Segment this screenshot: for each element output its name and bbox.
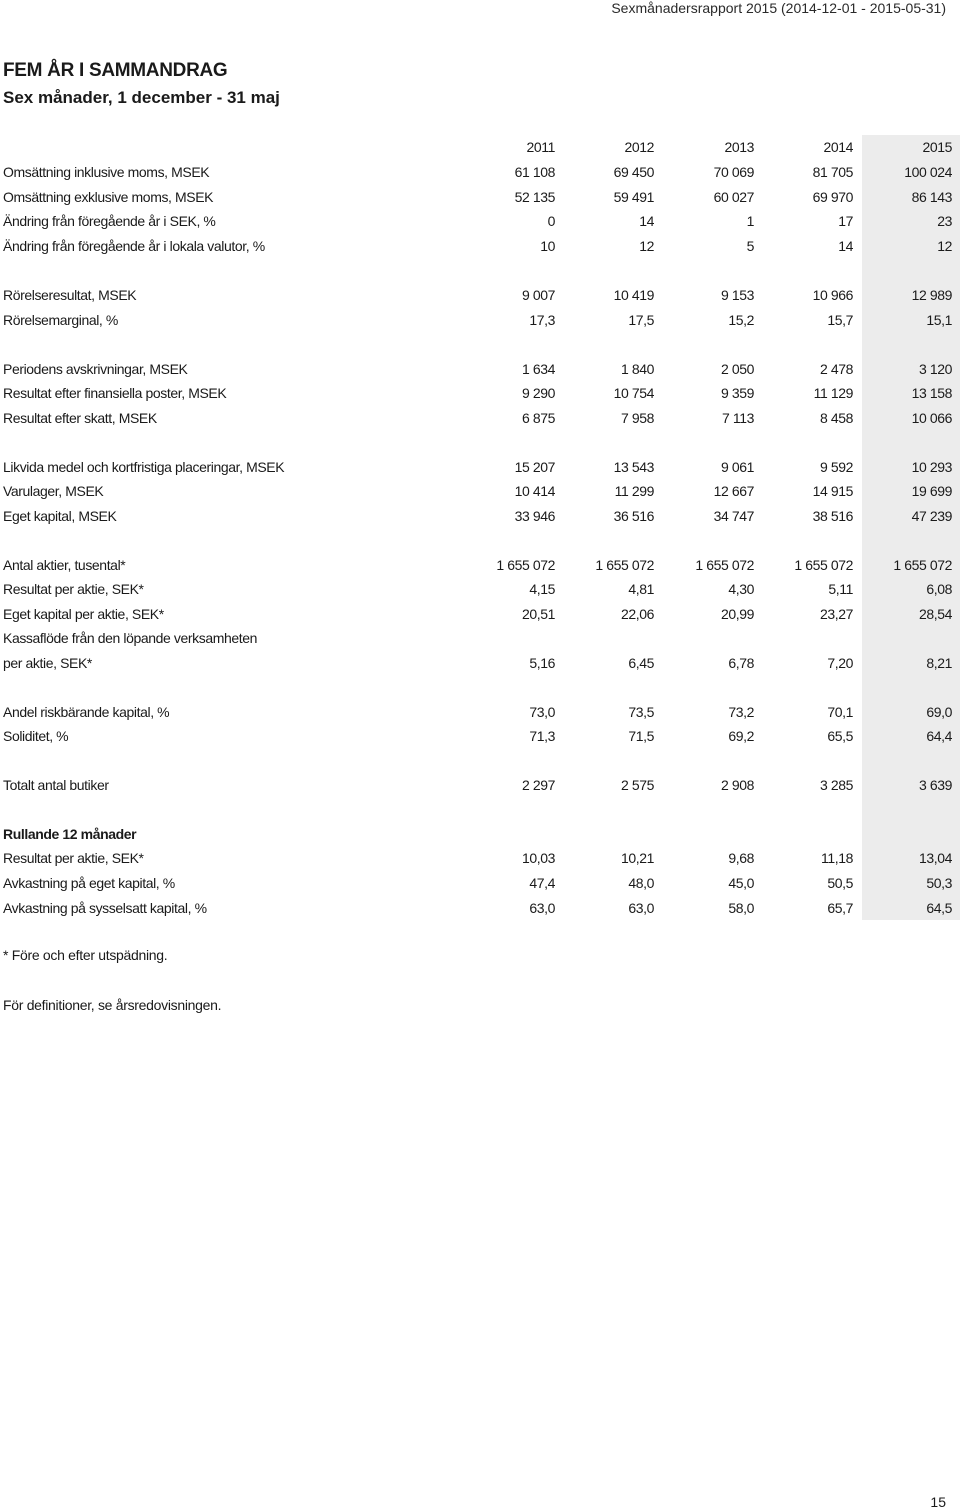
row-label: per aktie, SEK* — [3, 655, 92, 671]
row-value: 9 359 — [720, 385, 754, 401]
row-value: 13 158 — [911, 385, 952, 401]
row-label: Omsättning inklusive moms, MSEK — [3, 164, 210, 180]
row-value: 100 024 — [904, 164, 952, 180]
row-value: 5,16 — [529, 655, 555, 671]
row-label: Resultat efter finansiella poster, MSEK — [3, 385, 227, 401]
row-value: 1 655 072 — [893, 557, 952, 573]
row-value: 10,21 — [620, 850, 654, 866]
table-row — [0, 626, 960, 650]
row-value: 45,0 — [728, 875, 754, 891]
row-value: 20,99 — [720, 606, 754, 622]
row-value: 1 655 072 — [595, 557, 654, 573]
row-label: Rörelseresultat, MSEK — [3, 287, 137, 303]
row-value: 73,5 — [628, 704, 654, 720]
row-value: 70,1 — [827, 704, 853, 720]
row-value: 61 108 — [514, 164, 555, 180]
table-row — [0, 773, 960, 797]
row-value: 2 575 — [620, 777, 654, 793]
row-value: 6 875 — [521, 410, 555, 426]
report-header: Sexmånadersrapport 2015 (2014-12-01 - 2015-05-31) — [611, 0, 946, 16]
table-row — [0, 185, 960, 209]
row-label: Ändring från föregående år i SEK, % — [3, 213, 216, 229]
row-label: Likvida medel och kortfristiga placeringar, MSEK — [3, 459, 285, 475]
row-value: 13 543 — [613, 459, 654, 475]
row-value: 69 450 — [613, 164, 654, 180]
row-value: 10,03 — [521, 850, 555, 866]
row-value: 48,0 — [628, 875, 654, 891]
row-label: Soliditet, % — [3, 728, 69, 744]
row-value: 38 516 — [812, 508, 853, 524]
row-value: 15,7 — [827, 312, 853, 328]
row-value: 15 207 — [514, 459, 555, 475]
row-value: 47,4 — [529, 875, 555, 891]
row-value: 6,45 — [628, 655, 654, 671]
table-row — [0, 896, 960, 920]
table-row — [0, 504, 960, 528]
row-value: 13,04 — [918, 850, 952, 866]
row-value: 23 — [937, 213, 952, 229]
row-label: Varulager, MSEK — [3, 483, 104, 499]
row-value: 6,08 — [926, 581, 952, 597]
row-value: 69,2 — [728, 728, 754, 744]
row-value: 9 290 — [521, 385, 555, 401]
row-value: 73,0 — [529, 704, 555, 720]
row-value: 9 153 — [720, 287, 754, 303]
table-row — [0, 209, 960, 233]
row-label: Resultat per aktie, SEK* — [3, 850, 144, 866]
year-header: 2015 — [922, 139, 952, 155]
row-value: 52 135 — [514, 189, 555, 205]
row-value: 71,3 — [529, 728, 555, 744]
row-value: 2 478 — [819, 361, 853, 377]
row-value: 59 491 — [613, 189, 654, 205]
row-value: 9 007 — [521, 287, 555, 303]
row-value: 4,15 — [529, 581, 555, 597]
row-value: 3 285 — [819, 777, 853, 793]
table-row — [0, 700, 960, 724]
table-row — [0, 308, 960, 332]
row-value: 70 069 — [713, 164, 754, 180]
row-value: 28,54 — [918, 606, 952, 622]
row-value: 2 908 — [720, 777, 754, 793]
table-row — [0, 479, 960, 503]
row-value: 64,5 — [926, 900, 952, 916]
row-value: 8 458 — [819, 410, 853, 426]
row-value: 4,81 — [628, 581, 654, 597]
table-row — [0, 871, 960, 895]
year-header: 2012 — [624, 139, 654, 155]
row-value: 69,0 — [926, 704, 952, 720]
row-value: 0 — [547, 213, 555, 229]
row-value: 6,78 — [728, 655, 754, 671]
table-row — [0, 406, 960, 430]
row-value: 50,3 — [926, 875, 952, 891]
year-header-row — [0, 135, 960, 159]
row-value: 1 840 — [620, 361, 654, 377]
row-label: Totalt antal butiker — [3, 777, 109, 793]
row-label: Avkastning på sysselsatt kapital, % — [3, 900, 207, 916]
row-value: 1 655 072 — [695, 557, 754, 573]
row-value: 9 061 — [720, 459, 754, 475]
row-value: 47 239 — [911, 508, 952, 524]
row-value: 10 414 — [514, 483, 555, 499]
row-value: 5 — [746, 238, 754, 254]
table-row — [0, 553, 960, 577]
row-label: Rörelsemarginal, % — [3, 312, 118, 328]
row-label: Kassaflöde från den löpande verksamheten — [3, 630, 258, 646]
row-label: Resultat efter skatt, MSEK — [3, 410, 157, 426]
row-value: 23,27 — [819, 606, 853, 622]
row-value: 2 050 — [720, 361, 754, 377]
page-number: 15 — [930, 1494, 946, 1510]
section-header: Rullande 12 månader — [3, 826, 137, 842]
row-value: 73,2 — [728, 704, 754, 720]
row-label: Ändring från föregående år i lokala valutor, % — [3, 238, 265, 254]
row-value: 9 592 — [819, 459, 853, 475]
table-row — [0, 602, 960, 626]
row-value: 64,4 — [926, 728, 952, 744]
row-value: 17,3 — [529, 312, 555, 328]
row-value: 1 — [746, 213, 754, 229]
row-value: 2 297 — [521, 777, 555, 793]
row-value: 65,7 — [827, 900, 853, 916]
row-value: 7 113 — [722, 410, 754, 426]
year-header: 2013 — [724, 139, 754, 155]
row-value: 3 120 — [918, 361, 952, 377]
row-value: 36 516 — [613, 508, 654, 524]
table-row — [0, 160, 960, 184]
row-label: Omsättning exklusive moms, MSEK — [3, 189, 214, 205]
row-value: 10 419 — [613, 287, 654, 303]
dilution-footnote: * Före och efter utspädning. — [3, 947, 168, 963]
row-value: 8,21 — [926, 655, 952, 671]
row-value: 12 — [937, 238, 952, 254]
row-value: 10 — [540, 238, 555, 254]
page-subtitle: Sex månader, 1 december - 31 maj — [3, 88, 280, 107]
row-value: 14 — [838, 238, 853, 254]
row-value: 60 027 — [713, 189, 754, 205]
row-value: 14 — [639, 213, 654, 229]
row-value: 71,5 — [628, 728, 654, 744]
row-label: Eget kapital, MSEK — [3, 508, 117, 524]
row-value: 65,5 — [827, 728, 853, 744]
table-row — [0, 283, 960, 307]
row-value: 12 — [639, 238, 654, 254]
row-value: 1 634 — [521, 361, 555, 377]
row-value: 63,0 — [628, 900, 654, 916]
row-value: 12 667 — [713, 483, 754, 499]
table-row — [0, 846, 960, 870]
row-label: Eget kapital per aktie, SEK* — [3, 606, 164, 622]
row-value: 10 754 — [613, 385, 654, 401]
row-value: 7 958 — [620, 410, 654, 426]
row-label: Resultat per aktie, SEK* — [3, 581, 144, 597]
row-value: 10 293 — [911, 459, 952, 475]
table-row — [0, 381, 960, 405]
row-value: 19 699 — [911, 483, 952, 499]
page-title: FEM ÅR I SAMMANDRAG — [3, 60, 228, 81]
year-header: 2011 — [526, 139, 555, 155]
row-value: 4,30 — [728, 581, 754, 597]
row-value: 86 143 — [911, 189, 952, 205]
row-value: 11,18 — [821, 850, 853, 866]
table-row — [0, 577, 960, 601]
row-value: 69 970 — [812, 189, 853, 205]
row-value: 33 946 — [514, 508, 555, 524]
row-value: 11 299 — [614, 483, 654, 499]
row-value: 1 655 072 — [794, 557, 853, 573]
row-value: 63,0 — [529, 900, 555, 916]
table-row — [0, 357, 960, 381]
row-value: 58,0 — [728, 900, 754, 916]
row-value: 22,06 — [620, 606, 654, 622]
row-value: 7,20 — [827, 655, 853, 671]
row-value: 1 655 072 — [496, 557, 555, 573]
row-value: 14 915 — [812, 483, 853, 499]
table-row — [0, 651, 960, 675]
row-value: 17,5 — [628, 312, 654, 328]
row-label: Periodens avskrivningar, MSEK — [3, 361, 188, 377]
table-row — [0, 234, 960, 258]
year-header: 2014 — [823, 139, 853, 155]
row-value: 20,51 — [521, 606, 555, 622]
definitions-footnote: För definitioner, se årsredovisningen. — [3, 997, 222, 1013]
row-label: Avkastning på eget kapital, % — [3, 875, 175, 891]
row-value: 9,68 — [728, 850, 754, 866]
row-value: 81 705 — [812, 164, 853, 180]
row-value: 12 989 — [911, 287, 952, 303]
row-value: 10 966 — [812, 287, 853, 303]
row-label: Antal aktier, tusental* — [3, 557, 126, 573]
row-value: 17 — [838, 213, 853, 229]
row-value: 3 639 — [918, 777, 952, 793]
row-value: 50,5 — [827, 875, 853, 891]
row-label: Andel riskbärande kapital, % — [3, 704, 170, 720]
row-value: 10 066 — [911, 410, 952, 426]
row-value: 15,1 — [926, 312, 952, 328]
section-header-row — [0, 822, 960, 846]
row-value: 11 129 — [813, 385, 853, 401]
row-value: 34 747 — [713, 508, 754, 524]
row-value: 15,2 — [728, 312, 754, 328]
table-row — [0, 724, 960, 748]
row-value: 5,11 — [828, 581, 853, 597]
table-row — [0, 455, 960, 479]
